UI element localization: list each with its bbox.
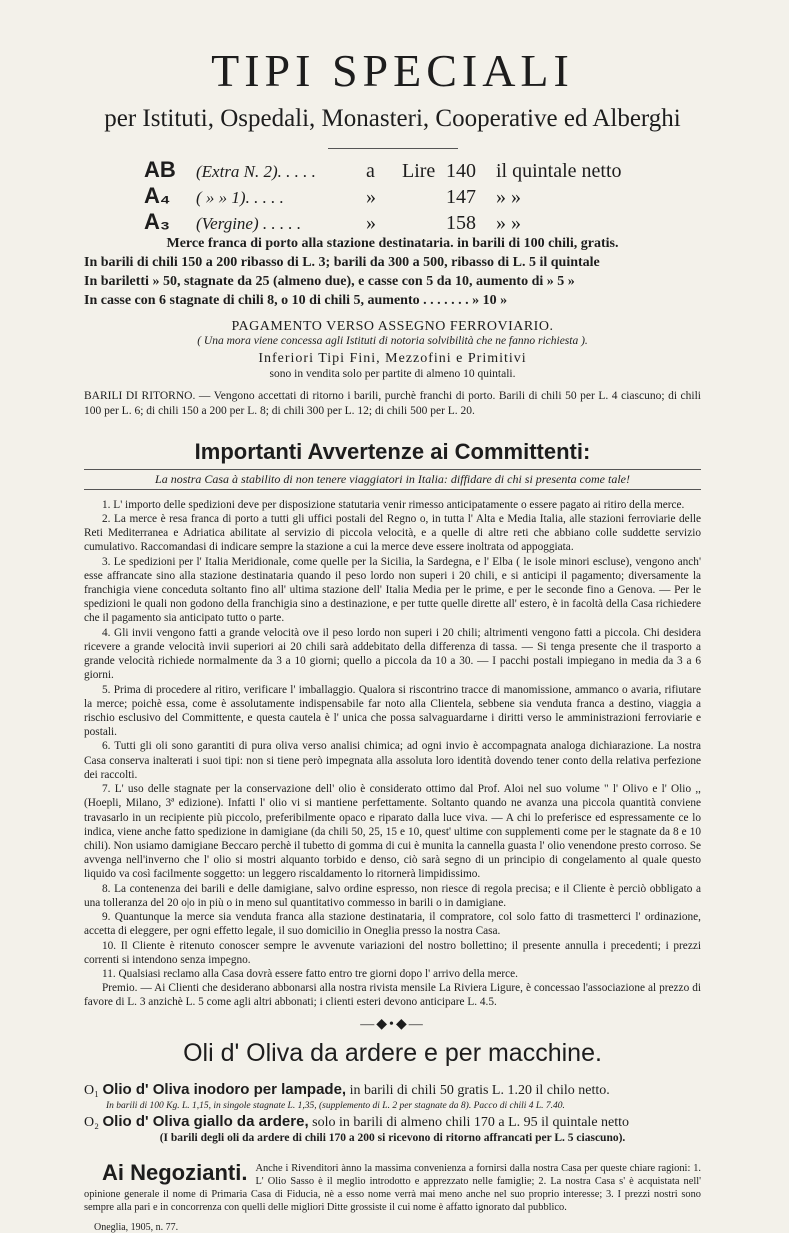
barili-ritorno: BARILI DI RITORNO. — Vengono accettati di ritorno i barili, purchè franchi di porto. Barili di chili 50 per L. 4 ciascuno; di chili 100 per L. 6; di chili 150 a 200 per L. 8; di chili 300 per L. 12; di chili 500 per L. 20.: [84, 390, 701, 417]
price-row: [144, 209, 624, 235]
type-code: A₄: [144, 183, 171, 208]
oil-code: O₂: [84, 1115, 99, 1131]
oil-name: Olio d' Oliva inodoro per lampade,: [102, 1080, 347, 1098]
price-row: [144, 183, 624, 209]
price-currency: Lire: [402, 160, 436, 182]
type-desc: (Vergine) . . . . .: [196, 214, 302, 233]
oil-row: [84, 1080, 701, 1100]
condition-line: In bariletti » 50, stagnate da 25 (almeno due), e casse con 5 da 10, aumento di » 5 »: [84, 273, 575, 289]
list-item: 7. L' uso delle stagnate per la conservazione dell' olio è considerato ottimo dal Prof. Aloi nel suo volume " l' Olivo e l' Olio ,, (Hoepli, Milano, 3ª edizione). Infatti l' olio vi si mantiene perfettamente. Soltanto quando ne avanza una piccola quantità conviene travasarlo in un recipiente più piccolo, preferibilmente opaco e riparato dalla luce viva. — A chi lo preferisce ed espressamente ce lo indica, viene anche fatto spedizione in damigiane (da chili 50, 25, 15 e 10, quest' ultime con supplementi come per le stagnate da 8 e 10 chili). Non usiamo damigiane Beccaro perchè il tubetto di gomma di cui è munita la cannella guasta l' olio venendone presto corroso. Se avvenga nell'inverno che l' olio si mostri alquanto torbido e denso, ciò sarà segno di un principio di congelamento al quale questo liquido va così facilmente soggetto: un leggero riscaldamento lo ritornerà limpidissimo.: [84, 783, 701, 881]
oil-note: In barili di 100 Kg. L. 1,15, in singole stagnate L. 1,35, (supplemento di L. 2 per stagnate da 8). Pacco di chili 4 L. 7.40.: [106, 1100, 565, 1111]
negozianti-title: Ai Negozianti.: [102, 1160, 248, 1186]
oil-price: in barili di chili 50 gratis L. 1.20 il chilo netto.: [349, 1082, 610, 1098]
type-desc: ( » » 1). . . . .: [196, 188, 284, 207]
list-item: 8. La contenenza dei barili e delle damigiane, salvo ordine espresso, non riesce di regola precisa; e il Cliente è perciò obbligato a una tolleranza del 20 o|o in più o in meno sul quantitativo commesso in barili o in damigiane.: [84, 882, 701, 909]
condition-line: In casse con 6 stagnate di chili 8, o 10 di chili 5, aumento . . . . . . . » 10 »: [84, 292, 508, 308]
list-item: 4. Gli invii vengono fatti a grande velocità ove il peso lordo non superi i 20 chili; altrimenti vengono fatti a piccola. Chi desidera ricevere a grande velocità invii superiori ai 20 chili sarà addebitato della differenza di tassa. — Si tenga presente che il trasporto a grande velocità richiede normalmente da 3 a 10 giorni; quello a piccola da 10 a 30. — I pacchi postali impiegano in media da 3 a 6 giorni.: [84, 626, 701, 682]
negozianti-text: Anche i Rivenditori ànno la massima convenienza a fornirsi dalla nostra Casa per queste chiare ragioni: 1. L' Olio Sasso è il meglio introdotto e apprezzato nelle famiglie; 2. La nostra Casa s' è acquistata nell' opinione generale il nome di Primaria Casa di Fiducia, nè a esso nome verrà mai meno anche nel suo proprio interesse; 3. I prezzi nostri sono sempre alla pari e in concorrenza con quelli delle migliori Ditte grossiste il cui nome è affatto ignorato dal pubblico.: [84, 1163, 701, 1214]
price-row: [144, 157, 624, 183]
type-code: A₃: [144, 209, 171, 234]
oil-row: [84, 1112, 701, 1132]
price-unit: » »: [496, 212, 521, 234]
price-unit: il quintale netto: [496, 160, 622, 182]
list-item: 2. La merce è resa franca di porto a tutti gli uffici postali del Regno o, in tutta l' Alta e Media Italia, alle stazioni ferroviarie delle Reti Mediterranea e Adriatica abilitate al servizio di piccola velocità, e a quelle di altre reti che abbiano colle suddette servizio cumulativo. Raccomandasi di indicare sempre la stazione a cui la merce deve essere inoltrata od appoggiata.: [84, 512, 701, 554]
list-item: 11. Qualsiasi reclamo alla Casa dovrà essere fatto entro tre giorni dopo l' arrivo della merce.: [102, 967, 518, 980]
price-prefix: »: [366, 186, 376, 208]
oli-title: Oli d' Oliva da ardere e per macchine.: [183, 1038, 602, 1067]
list-item: 10. Il Cliente è ritenuto conoscer sempre le avvenute variazioni del nostro bollettino; il presente annulla i precedenti; i prezzi correnti si intendono senza impegno.: [84, 939, 701, 966]
price-prefix: »: [366, 212, 376, 234]
inferiori-note: sono in vendita solo per partite di almeno 10 quintali.: [269, 367, 516, 380]
payment-title: PAGAMENTO VERSO ASSEGNO FERROVIARIO.: [231, 318, 554, 334]
notice-line: La nostra Casa à stabilito di non tenere viaggiatori in Italia: diffidare di chi si presenta come tale!: [84, 469, 701, 490]
price-value: 158: [446, 212, 476, 234]
condition-line: In barili di chili 150 a 200 ribasso di L. 3; barili da 300 a 500, ribasso di L. 5 il quintale: [84, 254, 600, 270]
list-item: Premio. — Ai Clienti che desiderano abbonarsi alla nostra rivista mensile La Riviera Ligure, è concessao l'associazione al prezzo di favore di L. 3 anzichè L. 5 come agli altri abbonati; i clienti esteri devono anticipare L. 4.5.: [84, 982, 701, 1009]
oil-note: (I barili degli oli da ardere di chili 170 a 200 si ricevono di ritorno affrancati per L. 5 ciascuno).: [159, 1132, 626, 1145]
list-item: 1. L' importo delle spedizioni deve per disposizione statutaria venir rimesso anticipatamente o essere pagato ai ritiro della merce.: [102, 498, 685, 511]
list-item: 5. Prima di procedere al ritiro, verificare l' imballaggio. Qualora si riscontrino tracce di manomissione, ammanco o avaria, rifiutare la merce; poichè essa, come è assolutamente indispensabile far noto alla Clientela, sebbene sia venduta franca a destino, viaggia a rischio esclusivo del Committente, e questa cautela è l' unica che possa salvaguardarne i diritti verso le amministrazioni ferroviarie e postali.: [84, 683, 701, 739]
avvertenze-list: [84, 498, 701, 1010]
price-unit: » »: [496, 186, 521, 208]
payment-note: ( Una mora viene concessa agli Istituti di notoria solvibilità che ne fanno richiesta ).: [197, 334, 588, 347]
oil-code: O₁: [84, 1082, 99, 1098]
page-title: TIPI SPECIALI: [211, 45, 574, 96]
price-value: 140: [446, 160, 476, 182]
divider: [328, 148, 458, 149]
type-desc: (Extra N. 2). . . . .: [196, 162, 316, 181]
ornament-divider: —◆•◆—: [360, 1016, 425, 1032]
condition-line: Merce franca di porto alla stazione destinataria. in barili di 100 chili, gratis.: [166, 236, 619, 251]
inferiori-title: Inferiori Tipi Fini, Mezzofini e Primitivi: [258, 350, 527, 366]
negozianti-section: [84, 1162, 701, 1214]
footnote: Oneglia, 1905, n. 77.: [94, 1222, 179, 1233]
list-item: 3. Le spedizioni per l' Italia Meridionale, come quelle per la Sicilia, la Sardegna, e l' Elba ( le isole minori escluse), vengono anch' esse affrancate sino alla stazione destinataria quando il peso lordo non superi i 20 chili, e si anticipi il pagamento; diversamente la franchigia viene conceduta soltanto fino all' ultima stazione dell' Italia Media per le prime, e per le seconde fino a Genova. — Per le spedizioni le quali non godono della franchigia sino a destinazione, e per tutte quelle dirette all' estero, è in facoltà della Casa richiedere che il pagamento sia anticipato tutto o parte.: [84, 555, 701, 625]
price-value: 147: [446, 186, 476, 208]
type-code: AB: [144, 157, 176, 182]
price-table: [144, 157, 624, 235]
page-subtitle: per Istituti, Ospedali, Monasteri, Cooperative ed Alberghi: [104, 105, 681, 132]
price-prefix: a: [366, 160, 375, 182]
list-item: 6. Tutti gli oli sono garantiti di pura oliva verso analisi chimica; ad ogni invio è accompagnata analoga dichiarazione. La nostra Casa conserva inalterati i suoi tipi: non si tiene però impegnata alla assoluta loro identità dovendo tener conto della relativa perfezione dei raccolti.: [84, 740, 701, 781]
list-item: 9. Quantunque la merce sia venduta franca alla stazione destinataria, il compratore, col solo fatto di trasmetterci l' ordinazione, accetta di eleggere, per ogni effetto legale, il suo domicilio in Oneglia presso la nostra Casa.: [84, 911, 701, 938]
avvertenze-title: Importanti Avvertenze ai Committenti:: [194, 438, 591, 464]
oil-name: Olio d' Oliva giallo da ardere,: [102, 1113, 309, 1131]
oil-price: solo in barili di almeno chili 170 a L. 95 il quintale netto: [312, 1115, 630, 1131]
